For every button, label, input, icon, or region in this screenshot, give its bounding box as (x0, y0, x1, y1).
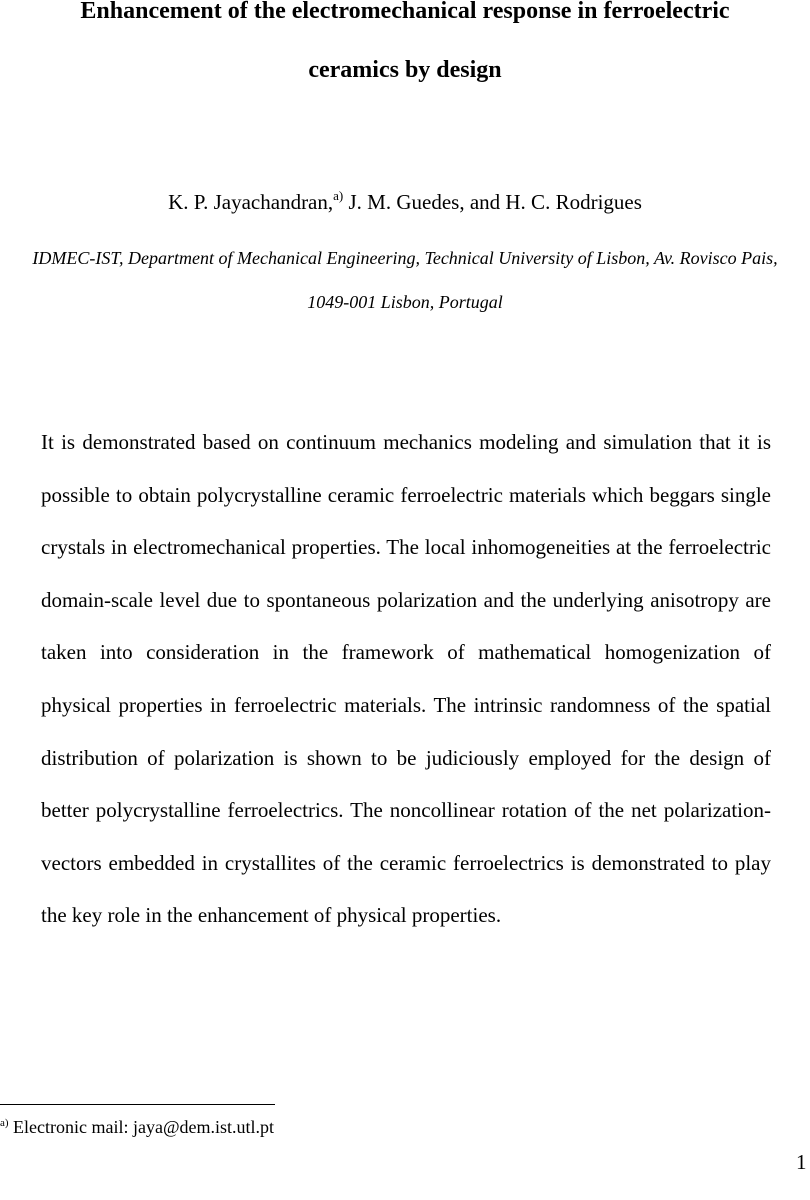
footnote (0, 1115, 274, 1139)
author-list (0, 188, 810, 216)
author-rest: J. M. Guedes, and H. C. Rodrigues (343, 190, 642, 214)
footnote-email: Electronic mail: jaya@dem.ist.utl.pt (8, 1117, 275, 1137)
author-first: K. P. Jayachandran, (168, 190, 334, 214)
author-footnote-mark: a) (333, 188, 344, 203)
footnote-mark: a) (0, 1117, 9, 1129)
affiliation-line-2: 1049-001 Lisbon, Portugal (307, 292, 503, 312)
page-number: 1 (796, 1150, 807, 1174)
footnote-divider (0, 1104, 275, 1105)
paper-title-line-2: ceramics by design (308, 57, 502, 83)
paper-title-line-1: Enhancement of the electromechanical response in ferroelectric (80, 0, 730, 24)
abstract-paragraph: It is demonstrated based on continuum mechanics modeling and simulation that it is possible to obtain polycrystalline ceramic ferroelectric materials which beggars single crystals in electromechanical properties. The local inhomogeneities at the ferroelectric domain-scale level due to spontaneous polarization and the underlying anisotropy are taken into consideration in the framework of mathematical homogenization of physical properties in ferroelectric materials. The intrinsic randomness of the spatial distribution of polarization is shown to be judiciously employed for the design of better polycrystalline ferroelectrics. The noncollinear rotation of the net polarization-vectors embedded in crystallites of the ceramic ferroelectrics is demonstrated to play the key role in the enhancement of physical properties. (41, 430, 771, 928)
affiliation-line-1: IDMEC-IST, Department of Mechanical Engineering, Technical University of Lisbon, Av. Rovisco Pais, (32, 248, 778, 268)
